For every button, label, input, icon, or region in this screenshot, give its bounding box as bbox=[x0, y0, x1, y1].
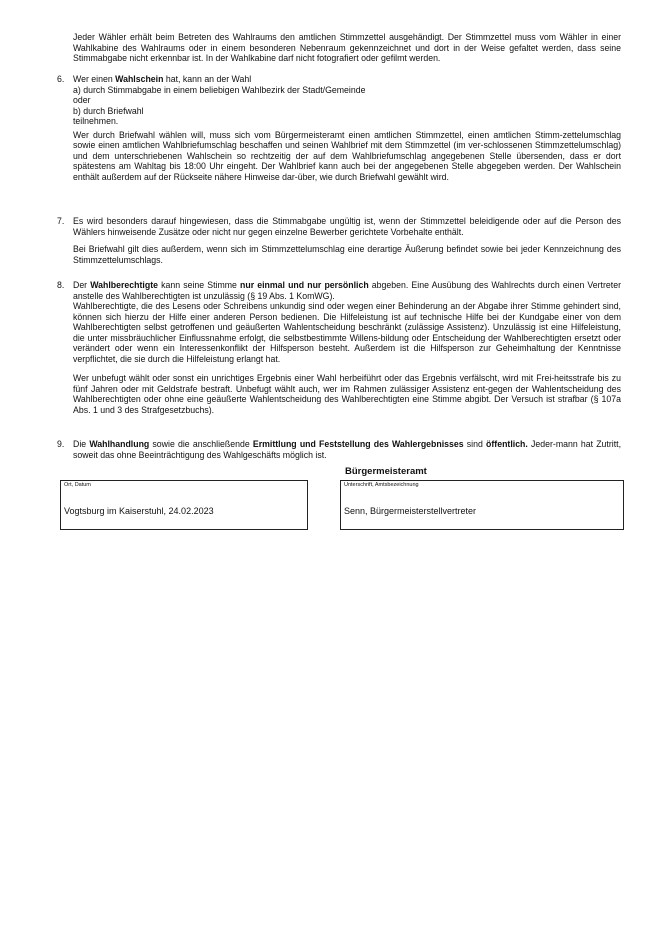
place-date-value: Vogtsburg im Kaiserstuhl, 24.02.2023 bbox=[64, 506, 214, 516]
item-7-paragraph-1: Es wird besonders darauf hingewiesen, dass die Stimmabgabe ungültig ist, wenn der Stimmzettel beleidigende oder auf die Person des Wählers hinweisende Zusätze oder nicht nur gegen einzelne Bewerber gerichtete Vorbehalte enthält. bbox=[73, 216, 621, 237]
item-8-paragraph-3: Wer unbefugt wählt oder sonst ein unrichtiges Ergebnis einer Wahl herbeiführt oder das Ergebnis verfälscht, wird mit Frei-heitsstrafe bis zu fünf Jahren oder mit Geldstrafe bestraft. Unbefugt wählt auch, wer im Rahmen zulässiger Assistenz ent-gegen der Wahlentscheidung des Wahlberechtigten oder ohne eine geäußerte Wahlentscheidung des Wahlberechtigten eine Stimme abgibt. Der Versuch ist strafbar (§ 107a Abs. 1 und 3 des Strafgesetzbuchs). bbox=[73, 373, 621, 415]
item-8-paragraph-1: Der Wahlberechtigte kann seine Stimme nur einmal und nur persönlich abgeben. Eine Ausübung des Wahlrechts durch einen Vertreter anstelle des Wahlberechtigten ist unzulässig (§ 19 Abs. 1 KomWG). bbox=[73, 280, 621, 301]
signature-value: Senn, Bürgermeisterstellvertreter bbox=[344, 506, 477, 516]
item-8-paragraph-2: Wahlberechtigte, die des Lesens oder Schreibens unkundig sind oder wegen einer Behinderung an der Abgabe ihrer Stimme gehindert sind, können sich hierzu der Hilfe einer anderen Person bedienen. Die Hilfeleistung ist auf technische Hilfe bei der Kundgabe einer von dem Wahlberechtigten selbst getroffenen und geäußerten Wahlentscheidung beschränkt (zulässige Assistenz). Unzulässig ist eine Hilfeleistung, die unter missbräuchlicher Einflussnahme erfolgt, die selbstbestimmte Willens-bildung oder Entscheidung der Wahlberechtigten ersetzt oder verändert oder wenn ein Interessenkonflikt der Hilfsperson besteht. Außerdem ist die Hilfsperson zur Geheimhaltung der Kenntnisse verpflichtet, die sie durch die Hilfeleistung erlangt hat. bbox=[73, 301, 621, 364]
item-9-number: 9. bbox=[57, 439, 65, 449]
item-7-number: 7. bbox=[57, 216, 65, 226]
place-date-label: Ort, Datum bbox=[64, 482, 91, 488]
intro-paragraph: Jeder Wähler erhält beim Betreten des Wahlraums den amtlichen Stimmzettel ausgehändigt. Der Stimmzettel muss vom Wähler in einer Wahlkabine des Wahlraums oder in einem besonderen Nebenraum gekennzeichnet und dort in der Weise gefaltet werden, dass seine Stimmabgabe nicht erkennbar ist. In der Wahlkabine darf nicht fotografiert oder gefilmt werden. bbox=[73, 32, 621, 63]
item-7-paragraph-2: Bei Briefwahl gilt dies außerdem, wenn sich im Stimmzettelumschlag eine derartige Äußerung befindet sowie bei jeder Kennzeichnung des Stimmzettelumschlags. bbox=[73, 244, 621, 265]
item-6-briefwahl-paragraph: Wer durch Briefwahl wählen will, muss sich vom Bürgermeisteramt einen amtlichen Stimmzettel, einen amtlichen Stimm-zettelumschlag sowie einen amtlichen Wahlbriefumschlag beschaffen und seinen Wahlbrief mit dem Stimmzettel (im ver-schlossenen Stimmzettelumschlag) und dem unterschriebenen Wahlschein so rechtzeitig der auf dem Wahlbriefumschlag angegebenen Stelle übersenden, dass er dort spätestens am Wahltag bis 18:00 Uhr eingeht. Der Wahlbrief kann auch bei der angegebenen Stelle abgegeben werden. Der Wahlschein enthält außerdem auf der Rückseite nähere Hinweise dar-über, wie durch Briefwahl gewählt wird. bbox=[73, 129, 621, 182]
item-6-or: oder bbox=[73, 95, 91, 105]
item-8-number: 8. bbox=[57, 280, 65, 290]
item-6-participate: teilnehmen. bbox=[73, 116, 119, 126]
item-6-option-b: b) durch Briefwahl bbox=[73, 105, 144, 116]
signature-label: Unterschrift, Amtsbezeichnung bbox=[344, 482, 419, 488]
item-9: Die Wahlhandlung sowie die anschließende Ermittlung und Feststellung des Wahlergebnisses sind öffentlich. Jeder-mann hat Zutritt, soweit das ohne Beeinträchtigung des Wahlgeschäfts möglich ist. bbox=[73, 439, 621, 460]
place-date-box bbox=[60, 480, 308, 530]
item-6 bbox=[73, 74, 621, 182]
item-6-option-a: a) durch Stimmabgabe in einem beliebigen Wahlbezirk der Stadt/Gemeinde bbox=[73, 84, 366, 95]
item-6-line1: Wer einen Wahlschein hat, kann an der Wahl bbox=[73, 74, 252, 84]
item-7 bbox=[73, 216, 621, 265]
signature-box bbox=[340, 480, 624, 530]
item-6-number: 6. bbox=[57, 74, 65, 84]
authority-title: Bürgermeisteramt bbox=[345, 466, 427, 477]
item-8 bbox=[73, 280, 621, 415]
